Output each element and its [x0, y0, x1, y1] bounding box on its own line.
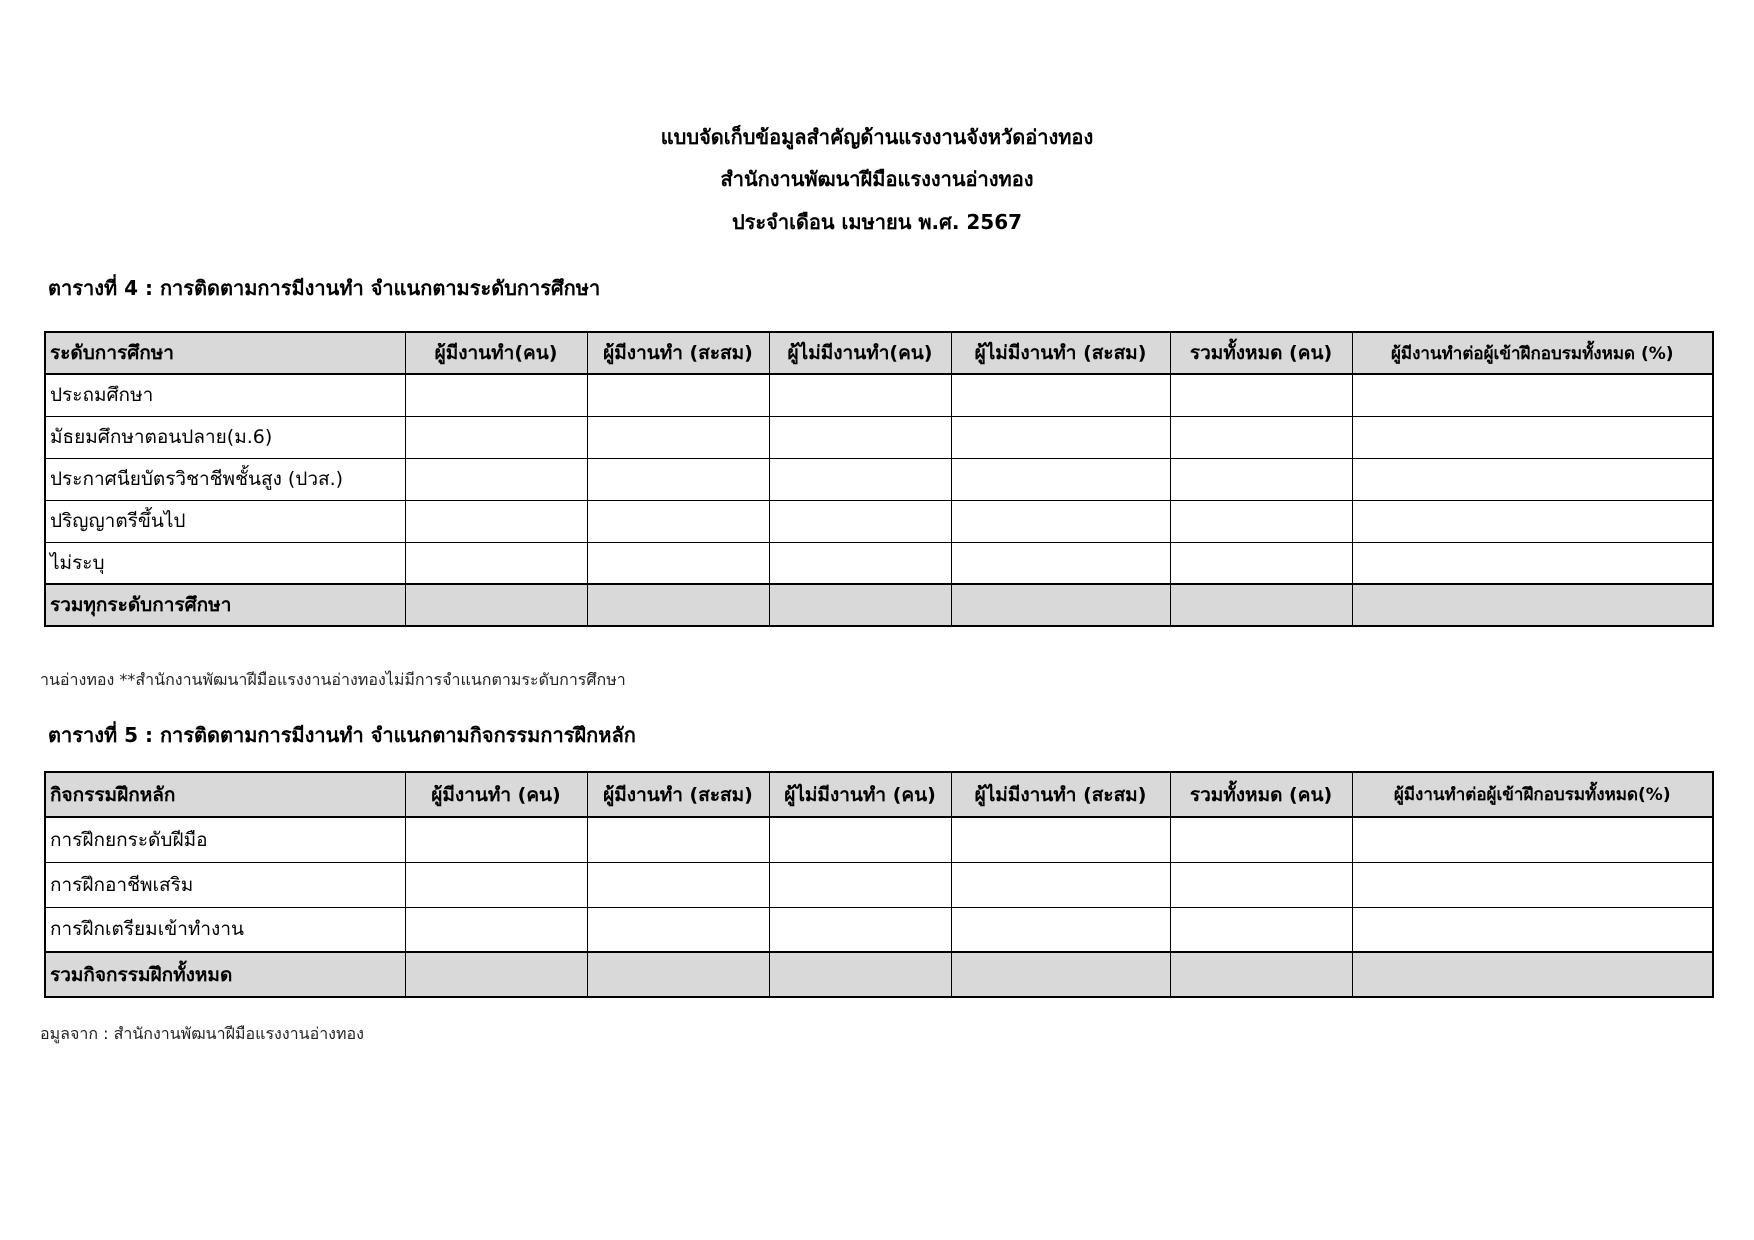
total-row [45, 952, 1713, 997]
table-cell [405, 374, 587, 416]
table-cell [1352, 907, 1713, 952]
row-label: การฝึกอาชีพเสริม [45, 862, 405, 907]
table-cell [1352, 542, 1713, 584]
row-label: ประกาศนียบัตรวิชาชีพชั้นสูง (ปวส.) [45, 458, 405, 500]
table5-source-note: ้อมูลจาก : สำนักงานพัฒนาฝีมือแรงงานอ่างทอง [40, 1024, 364, 1043]
row-label: ปริญญาตรีขึ้นไป [45, 500, 405, 542]
table-cell [587, 542, 769, 584]
row-label: มัธยมศึกษาตอนปลาย(ม.6) [45, 416, 405, 458]
table-cell [1170, 374, 1352, 416]
education-employment-table [44, 331, 1714, 627]
column-header: รวมทั้งหมด (คน) [1170, 332, 1352, 374]
report-period: ประจำเดือน เมษายน พ.ศ. 2567 [731, 210, 1023, 234]
table-cell [587, 817, 769, 862]
table-row [45, 817, 1713, 862]
table-cell [405, 542, 587, 584]
table-cell [769, 584, 951, 626]
table-row [45, 907, 1713, 952]
column-header: ผู้มีงานทำต่อผู้เข้าฝึกอบรมทั้งหมด (%) [1352, 332, 1713, 374]
column-header: ผู้มีงานทำ (คน) [405, 772, 587, 817]
table-row [45, 416, 1713, 458]
table-cell [1352, 458, 1713, 500]
total-label: รวมกิจกรรมฝึกทั้งหมด [45, 952, 405, 997]
table-cell [1352, 500, 1713, 542]
table-cell [951, 862, 1170, 907]
table-cell [405, 584, 587, 626]
total-label: รวมทุกระดับการศึกษา [45, 584, 405, 626]
table-cell [769, 952, 951, 997]
table-cell [951, 542, 1170, 584]
column-header: รวมทั้งหมด (คน) [1170, 772, 1352, 817]
table-cell [1170, 862, 1352, 907]
table-cell [405, 458, 587, 500]
table-cell [951, 584, 1170, 626]
report-office: สำนักงานพัฒนาฝีมือแรงงานอ่างทอง [720, 167, 1034, 191]
table-cell [951, 907, 1170, 952]
table-cell [405, 416, 587, 458]
table-row [45, 500, 1713, 542]
table-cell [1170, 952, 1352, 997]
table-row [45, 374, 1713, 416]
table-cell [769, 374, 951, 416]
row-label: การฝึกเตรียมเข้าทำงาน [45, 907, 405, 952]
table-cell [587, 952, 769, 997]
column-header: ผู้ไม่มีงานทำ (สะสม) [951, 332, 1170, 374]
table-cell [1170, 416, 1352, 458]
table-cell [769, 500, 951, 542]
row-label: การฝึกยกระดับฝีมือ [45, 817, 405, 862]
table-cell [769, 907, 951, 952]
column-header: ผู้ไม่มีงานทำ(คน) [769, 332, 951, 374]
table-cell [951, 500, 1170, 542]
column-header: ระดับการศึกษา [45, 332, 405, 374]
table-row [45, 862, 1713, 907]
table-cell [769, 817, 951, 862]
table-cell [405, 817, 587, 862]
report-title: แบบจัดเก็บข้อมูลสำคัญด้านแรงงานจังหวัดอ่างทอง [660, 125, 1094, 149]
table-cell [1352, 374, 1713, 416]
table-cell [405, 907, 587, 952]
table-cell [587, 907, 769, 952]
row-label: ไม่ระบุ [45, 542, 405, 584]
table-cell [951, 817, 1170, 862]
training-activity-employment-table [44, 771, 1714, 998]
table4-caption: ตารางที่ 4 : การติดตามการมีงานทำ จำแนกตามระดับการศึกษา [48, 276, 601, 300]
table-cell [951, 458, 1170, 500]
table-header-row [45, 772, 1713, 817]
table-cell [587, 374, 769, 416]
table-header-row [45, 332, 1713, 374]
table-cell [1170, 817, 1352, 862]
row-label: ประถมศึกษา [45, 374, 405, 416]
table-cell [769, 542, 951, 584]
table-cell [587, 458, 769, 500]
table4-note: านอ่างทอง **สำนักงานพัฒนาฝีมือแรงงานอ่างทองไม่มีการจำแนกตามระดับการศึกษา [40, 670, 626, 689]
column-header: ผู้มีงานทำ(คน) [405, 332, 587, 374]
column-header: ผู้มีงานทำ (สะสม) [587, 772, 769, 817]
table-cell [1352, 584, 1713, 626]
table-cell [1170, 500, 1352, 542]
table-row [45, 458, 1713, 500]
column-header: ผู้ไม่มีงานทำ (สะสม) [951, 772, 1170, 817]
table-cell [587, 416, 769, 458]
table-cell [951, 416, 1170, 458]
table-cell [1352, 862, 1713, 907]
column-header: ผู้มีงานทำ (สะสม) [587, 332, 769, 374]
column-header: กิจกรรมฝึกหลัก [45, 772, 405, 817]
table-row [45, 542, 1713, 584]
column-header: ผู้ไม่มีงานทำ (คน) [769, 772, 951, 817]
table-cell [951, 374, 1170, 416]
table-cell [951, 952, 1170, 997]
table-cell [587, 862, 769, 907]
table-cell [1170, 542, 1352, 584]
table-cell [1170, 458, 1352, 500]
table-cell [769, 416, 951, 458]
table-cell [769, 458, 951, 500]
table-cell [405, 862, 587, 907]
table-cell [1352, 952, 1713, 997]
table5-caption: ตารางที่ 5 : การติดตามการมีงานทำ จำแนกตามกิจกรรมการฝึกหลัก [48, 723, 636, 747]
table-cell [405, 500, 587, 542]
table-cell [1352, 817, 1713, 862]
table-cell [769, 862, 951, 907]
table-cell [1170, 907, 1352, 952]
table-cell [587, 500, 769, 542]
table-cell [405, 952, 587, 997]
total-row [45, 584, 1713, 626]
table-cell [1170, 584, 1352, 626]
table-cell [587, 584, 769, 626]
column-header: ผู้มีงานทำต่อผู้เข้าฝึกอบรมทั้งหมด(%) [1352, 772, 1713, 817]
table-cell [1352, 416, 1713, 458]
